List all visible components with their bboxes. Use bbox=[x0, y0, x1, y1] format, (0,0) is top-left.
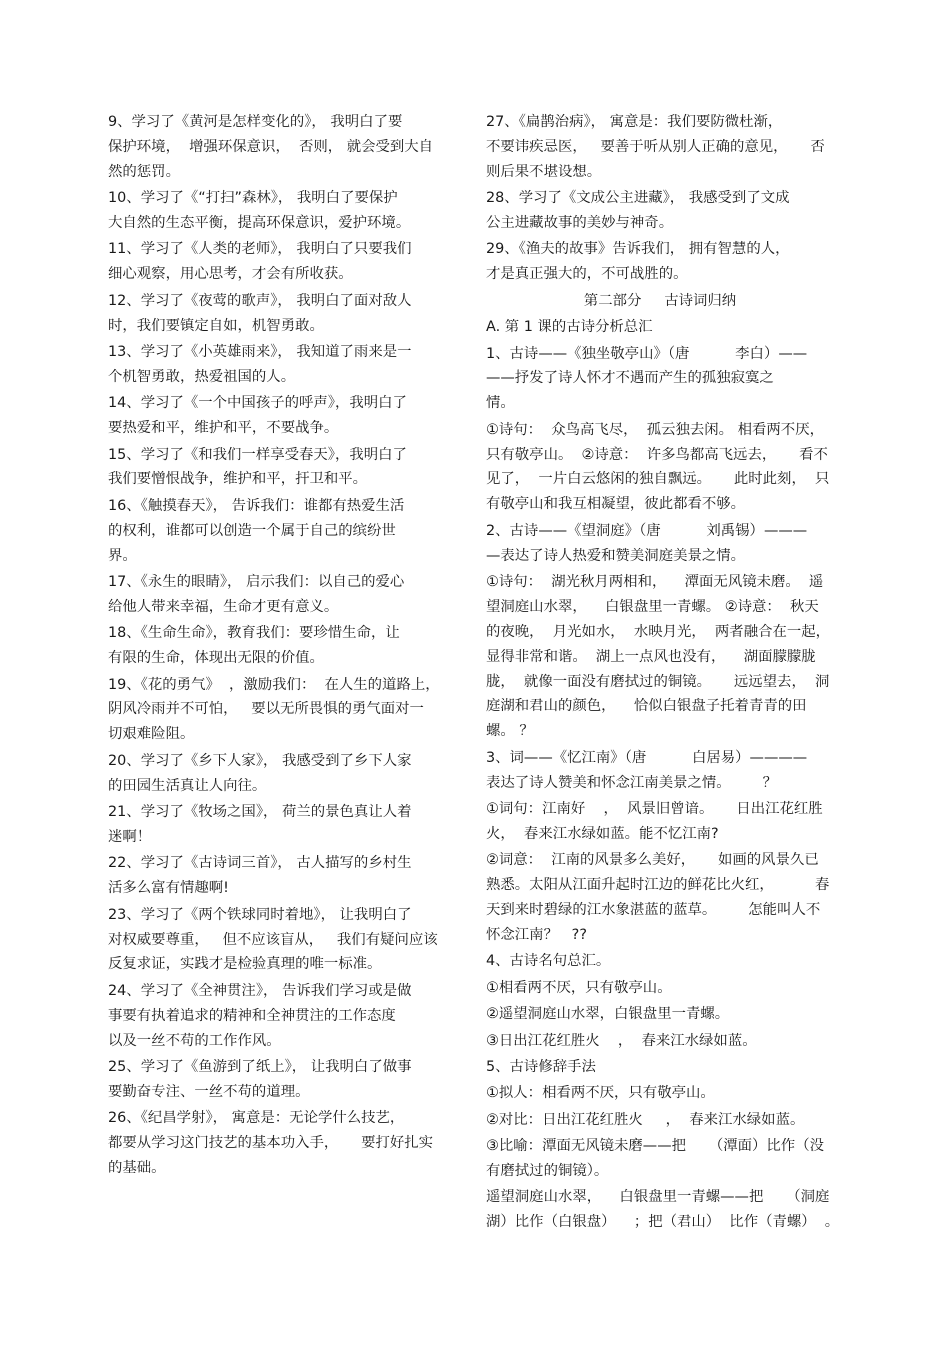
text-line: 19、《花的勇气》 ，激励我们： 在人生的道路上， bbox=[108, 676, 440, 693]
paragraph bbox=[108, 340, 448, 390]
paragraph bbox=[486, 1134, 834, 1184]
paragraph bbox=[486, 797, 834, 847]
text-line: 14、学习了《一个中国孩子的呼声》，我明白了 bbox=[108, 395, 407, 412]
text-line: 21、学习了《牧场之国》， 荷兰的景色真让人着 bbox=[108, 804, 412, 821]
text-line: ①相看两不厌，只有敬亭山。 bbox=[486, 979, 672, 996]
text-line: 有敬亭山和我互相凝望，彼此都看不够。 bbox=[486, 496, 746, 513]
paragraph bbox=[108, 1106, 448, 1181]
text-line: 然的惩罚。 bbox=[108, 163, 180, 180]
text-line: 10、学习了《“打扫”森林》， 我明白了要保护 bbox=[108, 190, 398, 207]
text-line: 给他人带来幸福，生命才更有意义。 bbox=[108, 598, 339, 615]
text-line: 天到来时碧绿的江水象湛蓝的蓝草。 怎能叫人不 bbox=[486, 902, 821, 919]
paragraph bbox=[486, 848, 834, 948]
paragraph bbox=[108, 570, 448, 620]
paragraph bbox=[108, 749, 448, 799]
text-line: 以及一丝不苟的工作作风。 bbox=[108, 1032, 281, 1049]
text-line: 3、词——《忆江南》（唐 白居易）———— bbox=[486, 749, 808, 766]
text-line: ②词意： 江南的风景多么美好， 如画的风景久已 bbox=[486, 852, 819, 869]
paragraph bbox=[486, 570, 834, 744]
text-line: 时，我们要镇定自如，机智勇敢。 bbox=[108, 317, 324, 334]
text-line: 有限的生命，体现出无限的价值。 bbox=[108, 650, 324, 667]
text-line: 的权利，谁都可以创造一个属于自己的缤纷世 bbox=[108, 522, 396, 539]
text-line: ①诗句： 湖光秋月两相和， 潭面无风镜未磨。 遥 bbox=[486, 574, 824, 591]
text-line: 我们要憎恨战争，维护和平，扞卫和平。 bbox=[108, 471, 368, 488]
text-line: 23、学习了《两个铁球同时着地》， 让我明白了 bbox=[108, 906, 412, 923]
text-line: 熟悉。太阳从江面升起时江边的鲜花比火红， 春 bbox=[486, 877, 830, 894]
text-line: 火， 春来江水绿如蓝。能不忆江南? bbox=[486, 825, 719, 842]
text-line: 的夜晚， 月光如水， 水映月光， 两者融合在一起， bbox=[486, 623, 831, 640]
text-line: ①拟人：相看两不厌，只有敬亭山。 bbox=[486, 1085, 715, 1102]
text-line: 的基础。 bbox=[108, 1160, 166, 1177]
text-line: 13、学习了《小英雄雨来》， 我知道了雨来是一 bbox=[108, 344, 412, 361]
text-line: 公主进藏故事的美妙与神奇。 bbox=[486, 215, 674, 232]
text-line: ③比喻：潭面无风镜未磨——把 （潭面）比作（没 bbox=[486, 1138, 824, 1155]
text-line: 反复求证，实践才是检验真理的唯一标准。 bbox=[108, 956, 382, 973]
text-line: 阴风冷雨并不可怕， 要以无所畏惧的勇气面对一 bbox=[108, 701, 424, 718]
text-line: 只有敬亭山。 ②诗意： 许多鸟都高飞远去， 看不 bbox=[486, 446, 828, 463]
paragraph bbox=[486, 237, 834, 287]
text-line: 事要有执着追求的精神和全神贯注的工作态度 bbox=[108, 1007, 396, 1024]
paragraph bbox=[108, 391, 448, 441]
text-line: ②对比：日出江花红胜火 ， 春来江水绿如蓝。 bbox=[486, 1111, 805, 1128]
section-heading bbox=[486, 289, 834, 314]
text-line: 都要从学习这门技艺的基本功入手， 要打好扎实 bbox=[108, 1135, 434, 1152]
text-line: 25、学习了《鱼游到了纸上》， 让我明白了做事 bbox=[108, 1058, 412, 1075]
paragraph bbox=[486, 1081, 834, 1106]
text-line: 28、学习了《文成公主进藏》， 我感受到了文成 bbox=[486, 190, 790, 207]
text-line: 22、学习了《古诗词三首》， 古人描写的乡村生 bbox=[108, 855, 412, 872]
text-line: 12、学习了《夜莺的歌声》， 我明白了面对敌人 bbox=[108, 292, 412, 309]
text-line: 显得非常和谐。 湖上一点风也没有， 湖面朦朦胧 bbox=[486, 648, 816, 665]
paragraph bbox=[108, 979, 448, 1054]
paragraph bbox=[108, 443, 448, 493]
text-line: 保护环境， 增强环保意识， 否则， 就会受到大自 bbox=[108, 138, 434, 155]
paragraph bbox=[108, 237, 448, 287]
text-line: 第二部分 古诗词归纳 bbox=[583, 292, 737, 309]
text-line: 怀念江南？ ?? bbox=[486, 927, 587, 943]
paragraph bbox=[486, 1108, 834, 1133]
paragraph bbox=[486, 315, 834, 340]
paragraph bbox=[486, 949, 834, 974]
text-line: 情。 bbox=[486, 395, 515, 412]
text-line: ——抒发了诗人怀才不遇而产生的孤独寂寞之 bbox=[486, 370, 774, 387]
text-line: 17、《永生的眼睛》， 启示我们：以自己的爱心 bbox=[108, 574, 405, 591]
paragraph bbox=[486, 186, 834, 236]
text-line: 的田园生活真让人向往。 bbox=[108, 777, 267, 794]
text-line: 11、学习了《人类的老师》， 我明白了只要我们 bbox=[108, 241, 412, 258]
text-line: 表达了诗人赞美和怀念江南美景之情。 ？ bbox=[486, 774, 778, 791]
text-line: 26、《纪昌学射》， 寓意是：无论学什么技艺， bbox=[108, 1110, 405, 1127]
text-line: ①诗句： 众鸟高飞尽， 孤云独去闲。 相看两不厌， bbox=[486, 421, 824, 438]
text-line: 切艰难险阻。 bbox=[108, 726, 195, 743]
text-line: 对权威要尊重， 但不应该盲从， 我们有疑问应该 bbox=[108, 931, 438, 948]
text-line: 则后果不堪设想。 bbox=[486, 163, 602, 180]
text-line: 遥望洞庭山水翠， 白银盘里一青螺——把 （洞庭 bbox=[486, 1189, 830, 1206]
text-line: 18、《生命生命》，教育我们：要珍惜生命，让 bbox=[108, 625, 400, 642]
text-line: 胧， 就像一面没有磨拭过的铜镜。 远远望去， 洞 bbox=[486, 673, 830, 690]
text-line: —表达了诗人热爱和赞美洞庭美景之情。 bbox=[486, 547, 746, 564]
text-line: 有磨拭过的铜镜）。 bbox=[486, 1163, 609, 1180]
text-line: ①词句：江南好 ， 风景旧曾谙。 日出江花红胜 bbox=[486, 801, 823, 818]
paragraph bbox=[486, 1029, 834, 1054]
paragraph bbox=[108, 110, 448, 185]
text-line: 要热爱和平，维护和平，不要战争。 bbox=[108, 420, 339, 437]
text-line: 24、学习了《全神贯注》， 告诉我们学习或是做 bbox=[108, 982, 412, 999]
text-line: 27、《扁鹊治病》， 寓意是：我们要防微杜渐， bbox=[486, 114, 783, 130]
paragraph bbox=[486, 418, 834, 518]
text-line: 不要讳疾忌医， 要善于听从别人正确的意见， 否 bbox=[486, 138, 825, 155]
text-line: 活多么富有情趣啊! bbox=[108, 880, 229, 897]
paragraph bbox=[486, 1002, 834, 1027]
paragraph bbox=[108, 494, 448, 569]
paragraph bbox=[486, 342, 834, 417]
text-line: 29、《渔夫的故事》告诉我们， 拥有智慧的人， bbox=[486, 241, 790, 258]
text-line: A. 第 1 课的古诗分析总汇 bbox=[486, 319, 653, 336]
text-line: 20、学习了《乡下人家》， 我感受到了乡下人家 bbox=[108, 752, 412, 769]
text-line: 螺。 ？ bbox=[486, 723, 534, 740]
text-line: 见了， 一片白云悠闲的独自飘远。 此时此刻， 只 bbox=[486, 471, 830, 488]
paragraph bbox=[486, 1185, 840, 1235]
paragraph bbox=[486, 110, 834, 185]
paragraph bbox=[108, 621, 448, 671]
text-line: 湖）比作（白银盘） ；把（君山） 比作（青螺） 。 bbox=[486, 1214, 840, 1231]
text-line: 迷啊！ bbox=[108, 828, 152, 845]
text-line: 16、《触摸春天》， 告诉我们：谁都有热爱生活 bbox=[108, 497, 405, 514]
left-column bbox=[108, 110, 448, 1181]
text-line: 15、学习了《和我们一样享受春天》，我明白了 bbox=[108, 446, 407, 463]
text-line: 2、古诗——《望洞庭》（唐 刘禹锡）——— bbox=[486, 522, 808, 539]
text-line: 细心观察，用心思考，才会有所收获。 bbox=[108, 266, 353, 283]
text-line: 9、学习了《黄河是怎样变化的》， 我明白了要 bbox=[108, 114, 403, 130]
text-line: 望洞庭山水翠， 白银盘里一青螺。 ②诗意： 秋天 bbox=[486, 598, 819, 615]
paragraph bbox=[486, 976, 834, 1001]
text-line: 才是真正强大的，不可战胜的。 bbox=[486, 266, 688, 283]
paragraph bbox=[108, 851, 448, 901]
text-line: 界。 bbox=[108, 547, 137, 564]
text-line: ③日出江花红胜火 ， 春来江水绿如蓝。 bbox=[486, 1032, 757, 1049]
paragraph bbox=[108, 186, 448, 236]
text-line: 个机智勇敢，热爱祖国的人。 bbox=[108, 368, 296, 385]
paragraph bbox=[108, 1055, 448, 1105]
text-line: 庭湖和君山的颜色， 恰似白银盘子托着青青的田 bbox=[486, 698, 807, 715]
paragraph bbox=[108, 673, 448, 748]
paragraph bbox=[108, 289, 448, 339]
right-column bbox=[486, 110, 840, 1235]
paragraph bbox=[108, 800, 448, 850]
text-line: 5、古诗修辞手法 bbox=[486, 1058, 596, 1075]
text-line: 要勤奋专注、一丝不苟的道理。 bbox=[108, 1083, 310, 1100]
paragraph bbox=[108, 903, 448, 978]
paragraph bbox=[486, 519, 834, 569]
paragraph bbox=[486, 746, 834, 796]
text-line: 大自然的生态平衡，提高环保意识，爱护环境。 bbox=[108, 215, 411, 232]
text-line: ②遥望洞庭山水翠，白银盘里一青螺。 bbox=[486, 1006, 730, 1023]
paragraph bbox=[486, 1055, 834, 1080]
text-line: 4、古诗名句总汇。 bbox=[486, 953, 611, 970]
text-line: 1、古诗——《独坐敬亭山》（唐 李白）—— bbox=[486, 345, 808, 362]
